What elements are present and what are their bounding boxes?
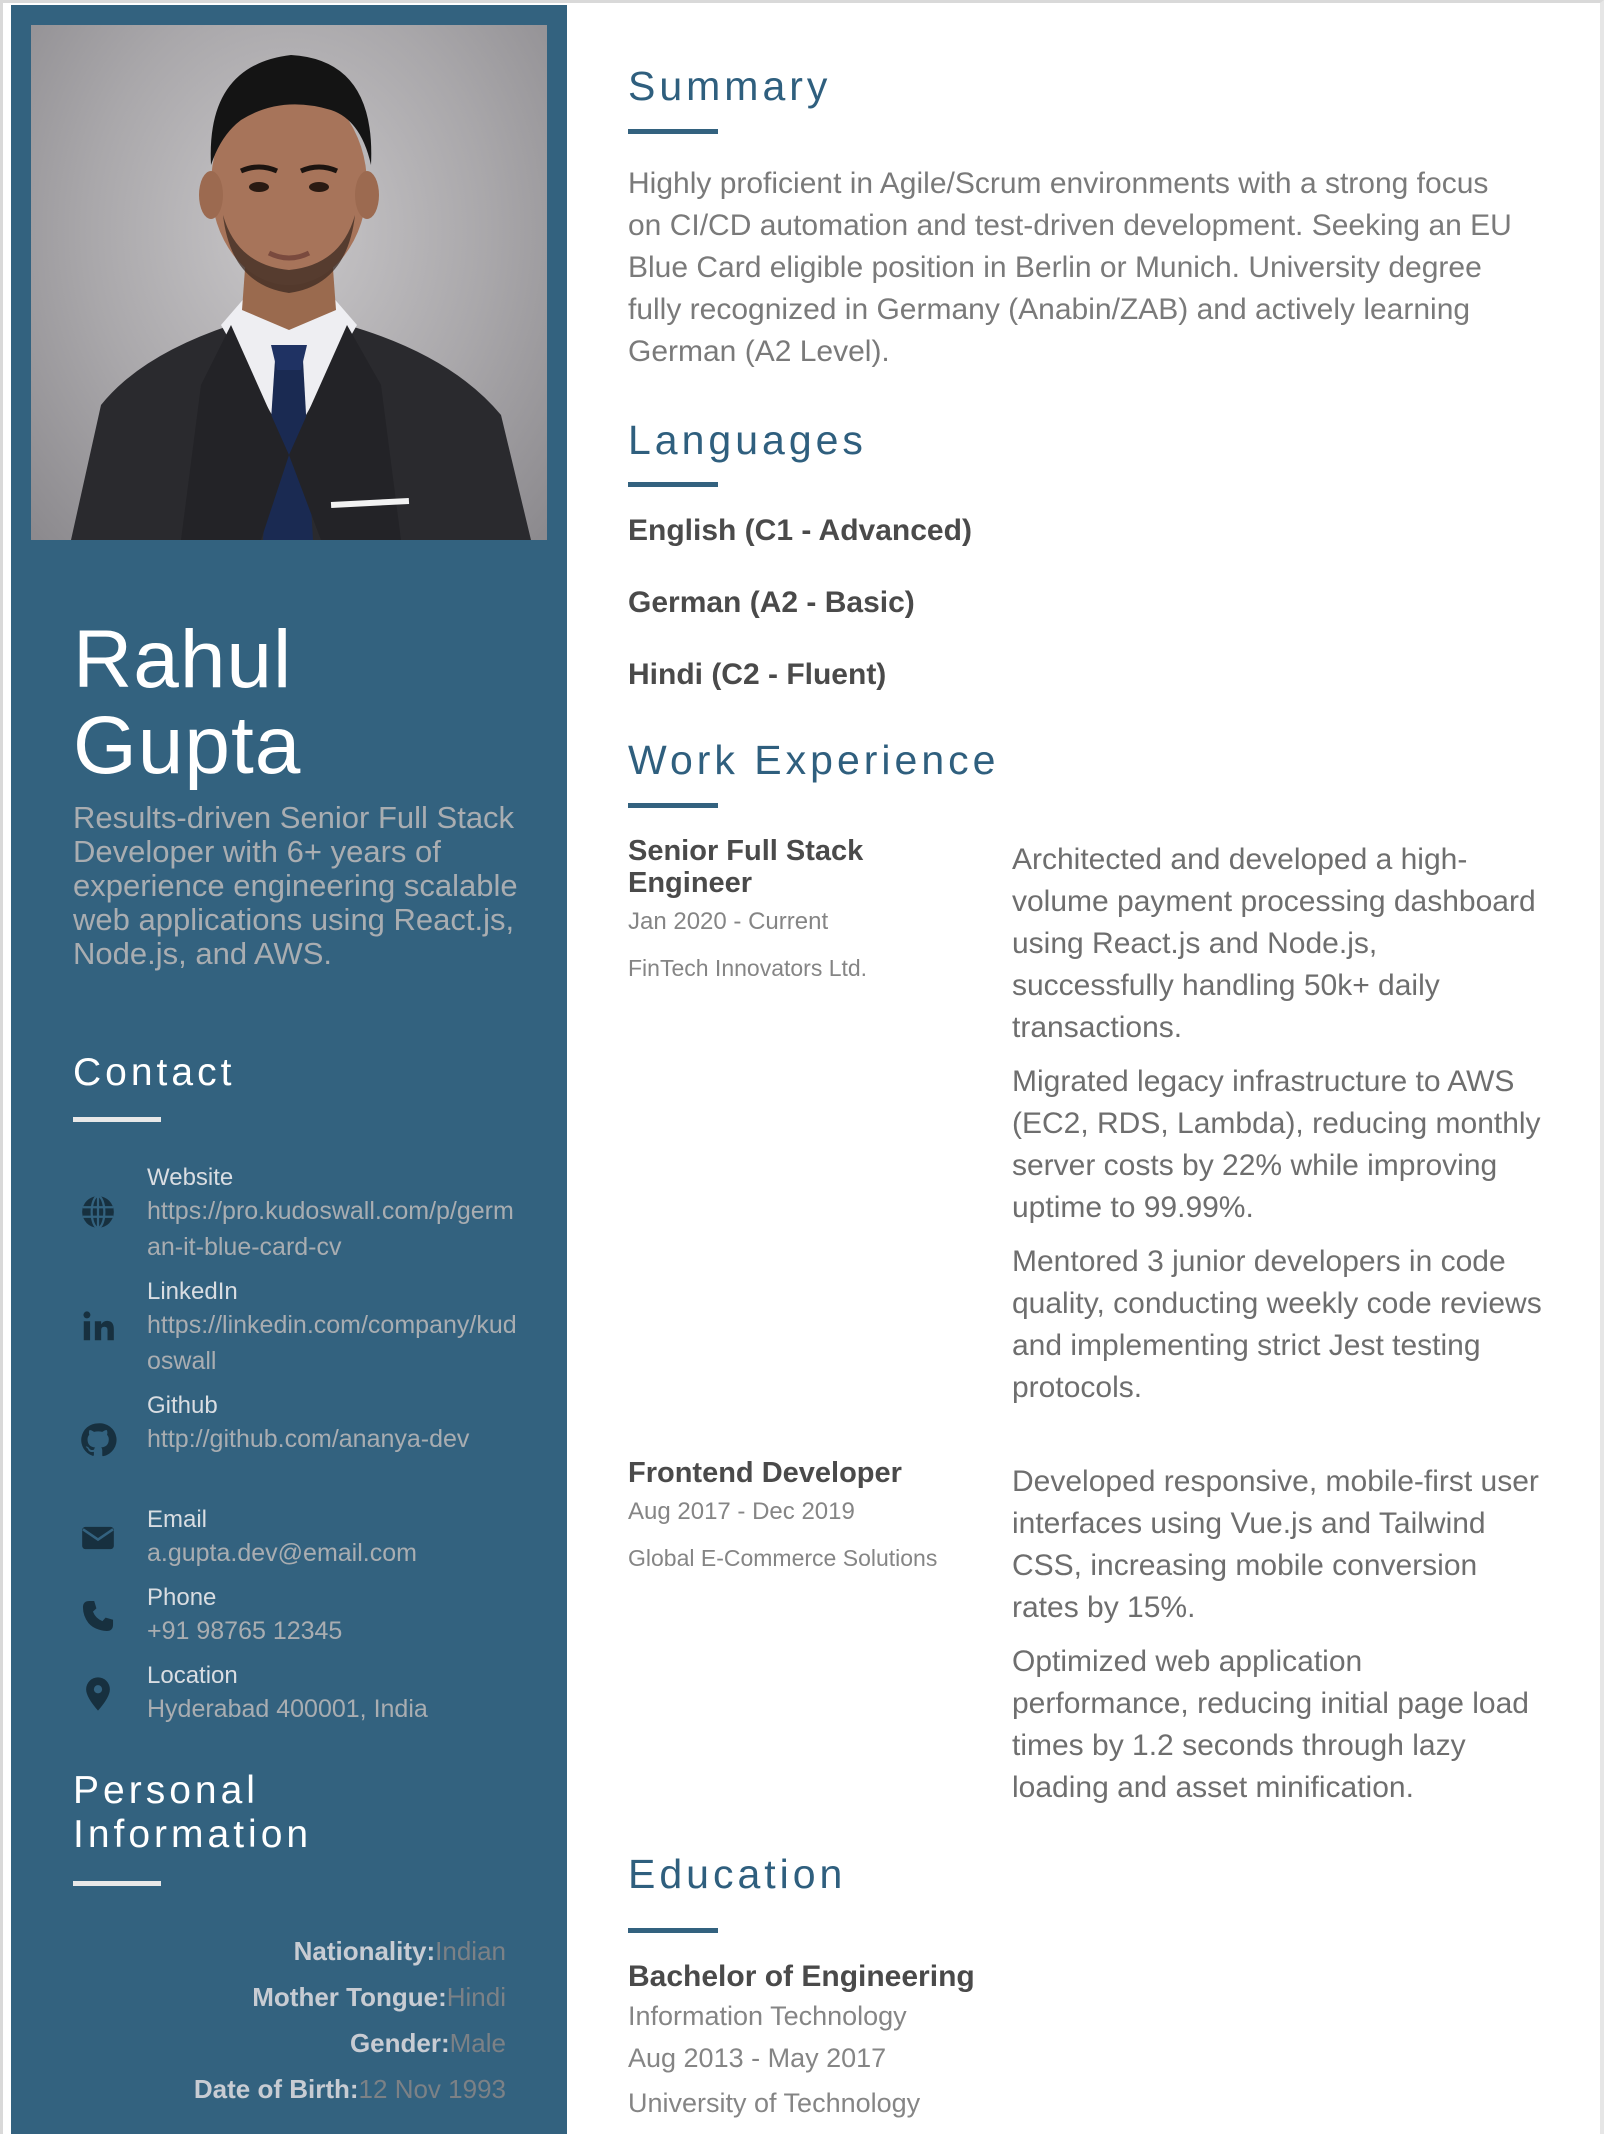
last-name: Gupta [73,700,302,791]
job-description [1012,839,1542,1421]
job-bullet: Developed responsive, mobile-first user interfaces using Vue.js and Tailwind CSS, increasing mobile conversion rates by 15%. [1012,1465,1539,1624]
info-key: Mother Tongue: [252,1982,447,2012]
info-key: Nationality: [293,1936,436,1966]
first-name: Rahul [73,614,293,705]
linkedin-icon [79,1307,117,1345]
info-value: 12 Nov 1993 [358,2074,506,2104]
contact-label: Email [147,1506,208,1533]
info-date-of-birth [194,2072,506,2106]
job-meta [628,1457,1008,1573]
profile-photo [31,25,547,540]
personal-info-heading-line1: Personal [73,1769,259,1812]
phone-value[interactable]: +91 98765 12345 [147,1617,343,1645]
info-key: Gender: [349,2028,450,2058]
job-title: Senior Full Stack Engineer [628,835,864,899]
work-experience-heading: Work Experience [628,737,1000,783]
job-title: Frontend Developer [628,1457,902,1489]
envelope-icon [79,1519,117,1557]
contact-heading: Contact [73,1051,236,1094]
job-company: Global E-Commerce Solutions [628,1545,938,1571]
contact-label: Phone [147,1584,217,1611]
contact-label: Github [147,1392,218,1419]
job-dates: Aug 2017 - Dec 2019 [628,1498,855,1525]
job-bullet: Migrated legacy infrastructure to AWS (EC2, RDS, Lambda), reducing monthly server costs by 22% while improving uptime to 99.99%. [1012,1065,1541,1224]
personal-info-underline [73,1881,161,1886]
languages-heading: Languages [628,417,867,463]
job-bullet: Mentored 3 junior developers in code quality, conducting weekly code reviews and implementing strict Jest testing protocols. [1012,1245,1542,1404]
contact-label: Website [147,1164,234,1191]
contact-label: LinkedIn [147,1278,238,1305]
summary-underline [628,129,718,134]
language-item: English (C1 - Advanced) [628,514,972,547]
job-meta [628,835,1008,983]
language-item: German (A2 - Basic) [628,586,915,619]
main-content [628,3,1568,2134]
education-dates: Aug 2013 - May 2017 [628,2043,887,2073]
job-bullet: Architected and developed a high-volume payment processing dashboard using React.js and Node.js, successfully handling 50k+ daily transactions. [1012,843,1536,1044]
info-gender [350,2026,506,2060]
info-key: Date of Birth: [193,2074,359,2104]
education-school: University of Technology [628,2088,921,2118]
summary-heading: Summary [628,63,832,109]
education-field: Information Technology [628,2001,907,2031]
github-link[interactable]: http://github.com/ananya-dev [147,1425,470,1453]
website-link[interactable]: https://pro.kudoswall.com/p/german-it-blue-card-cv [147,1197,514,1261]
candidate-name [73,614,553,791]
language-item: Hindi (C2 - Fluent) [628,658,887,691]
education-degree: Bachelor of Engineering [628,1960,975,1993]
professional-tagline: Results-driven Senior Full Stack Developer with 6+ years of experience engineering scalable web applications using React.js, Node.js, and AWS. [73,800,518,971]
info-value: Male [449,2028,506,2058]
info-value: Hindi [446,1982,506,2012]
education-heading: Education [628,1851,847,1897]
job-bullet: Optimized web application performance, reducing initial page load times by 1.2 seconds through lazy loading and asset minification. [1012,1645,1529,1804]
job-company: FinTech Innovators Ltd. [628,955,868,981]
contact-label: Location [147,1662,238,1689]
personal-info-heading [73,1769,312,1857]
job-dates: Jan 2020 - Current [628,908,829,935]
education-underline [628,1928,718,1933]
summary-text: Highly proficient in Agile/Scrum environments with a strong focus on CI/CD automation and test-driven development. Seeking an EU Blue Card eligible position in Berlin or Munich. University degree fully recognized in Germany (Anabin/ZAB) and actively learning German (A2 Level). [628,167,1512,368]
work-experience-underline [628,803,718,808]
phone-icon [79,1597,117,1635]
map-pin-icon [79,1675,117,1713]
linkedin-link[interactable]: https://linkedin.com/company/kudoswall [147,1311,517,1375]
personal-info-heading-line2: Information [73,1813,313,1856]
info-value: Indian [435,1936,506,1966]
globe-icon [79,1193,117,1231]
sidebar [11,5,567,2134]
contact-heading-underline [73,1117,161,1122]
email-link[interactable]: a.gupta.dev@email.com [147,1539,417,1567]
github-icon [79,1421,117,1459]
info-mother-tongue [252,1980,506,2014]
portrait-illustration [31,25,547,540]
location-value: Hyderabad 400001, India [147,1695,428,1723]
job-description [1012,1461,1542,1821]
info-nationality [294,1934,506,1968]
languages-underline [628,482,718,487]
